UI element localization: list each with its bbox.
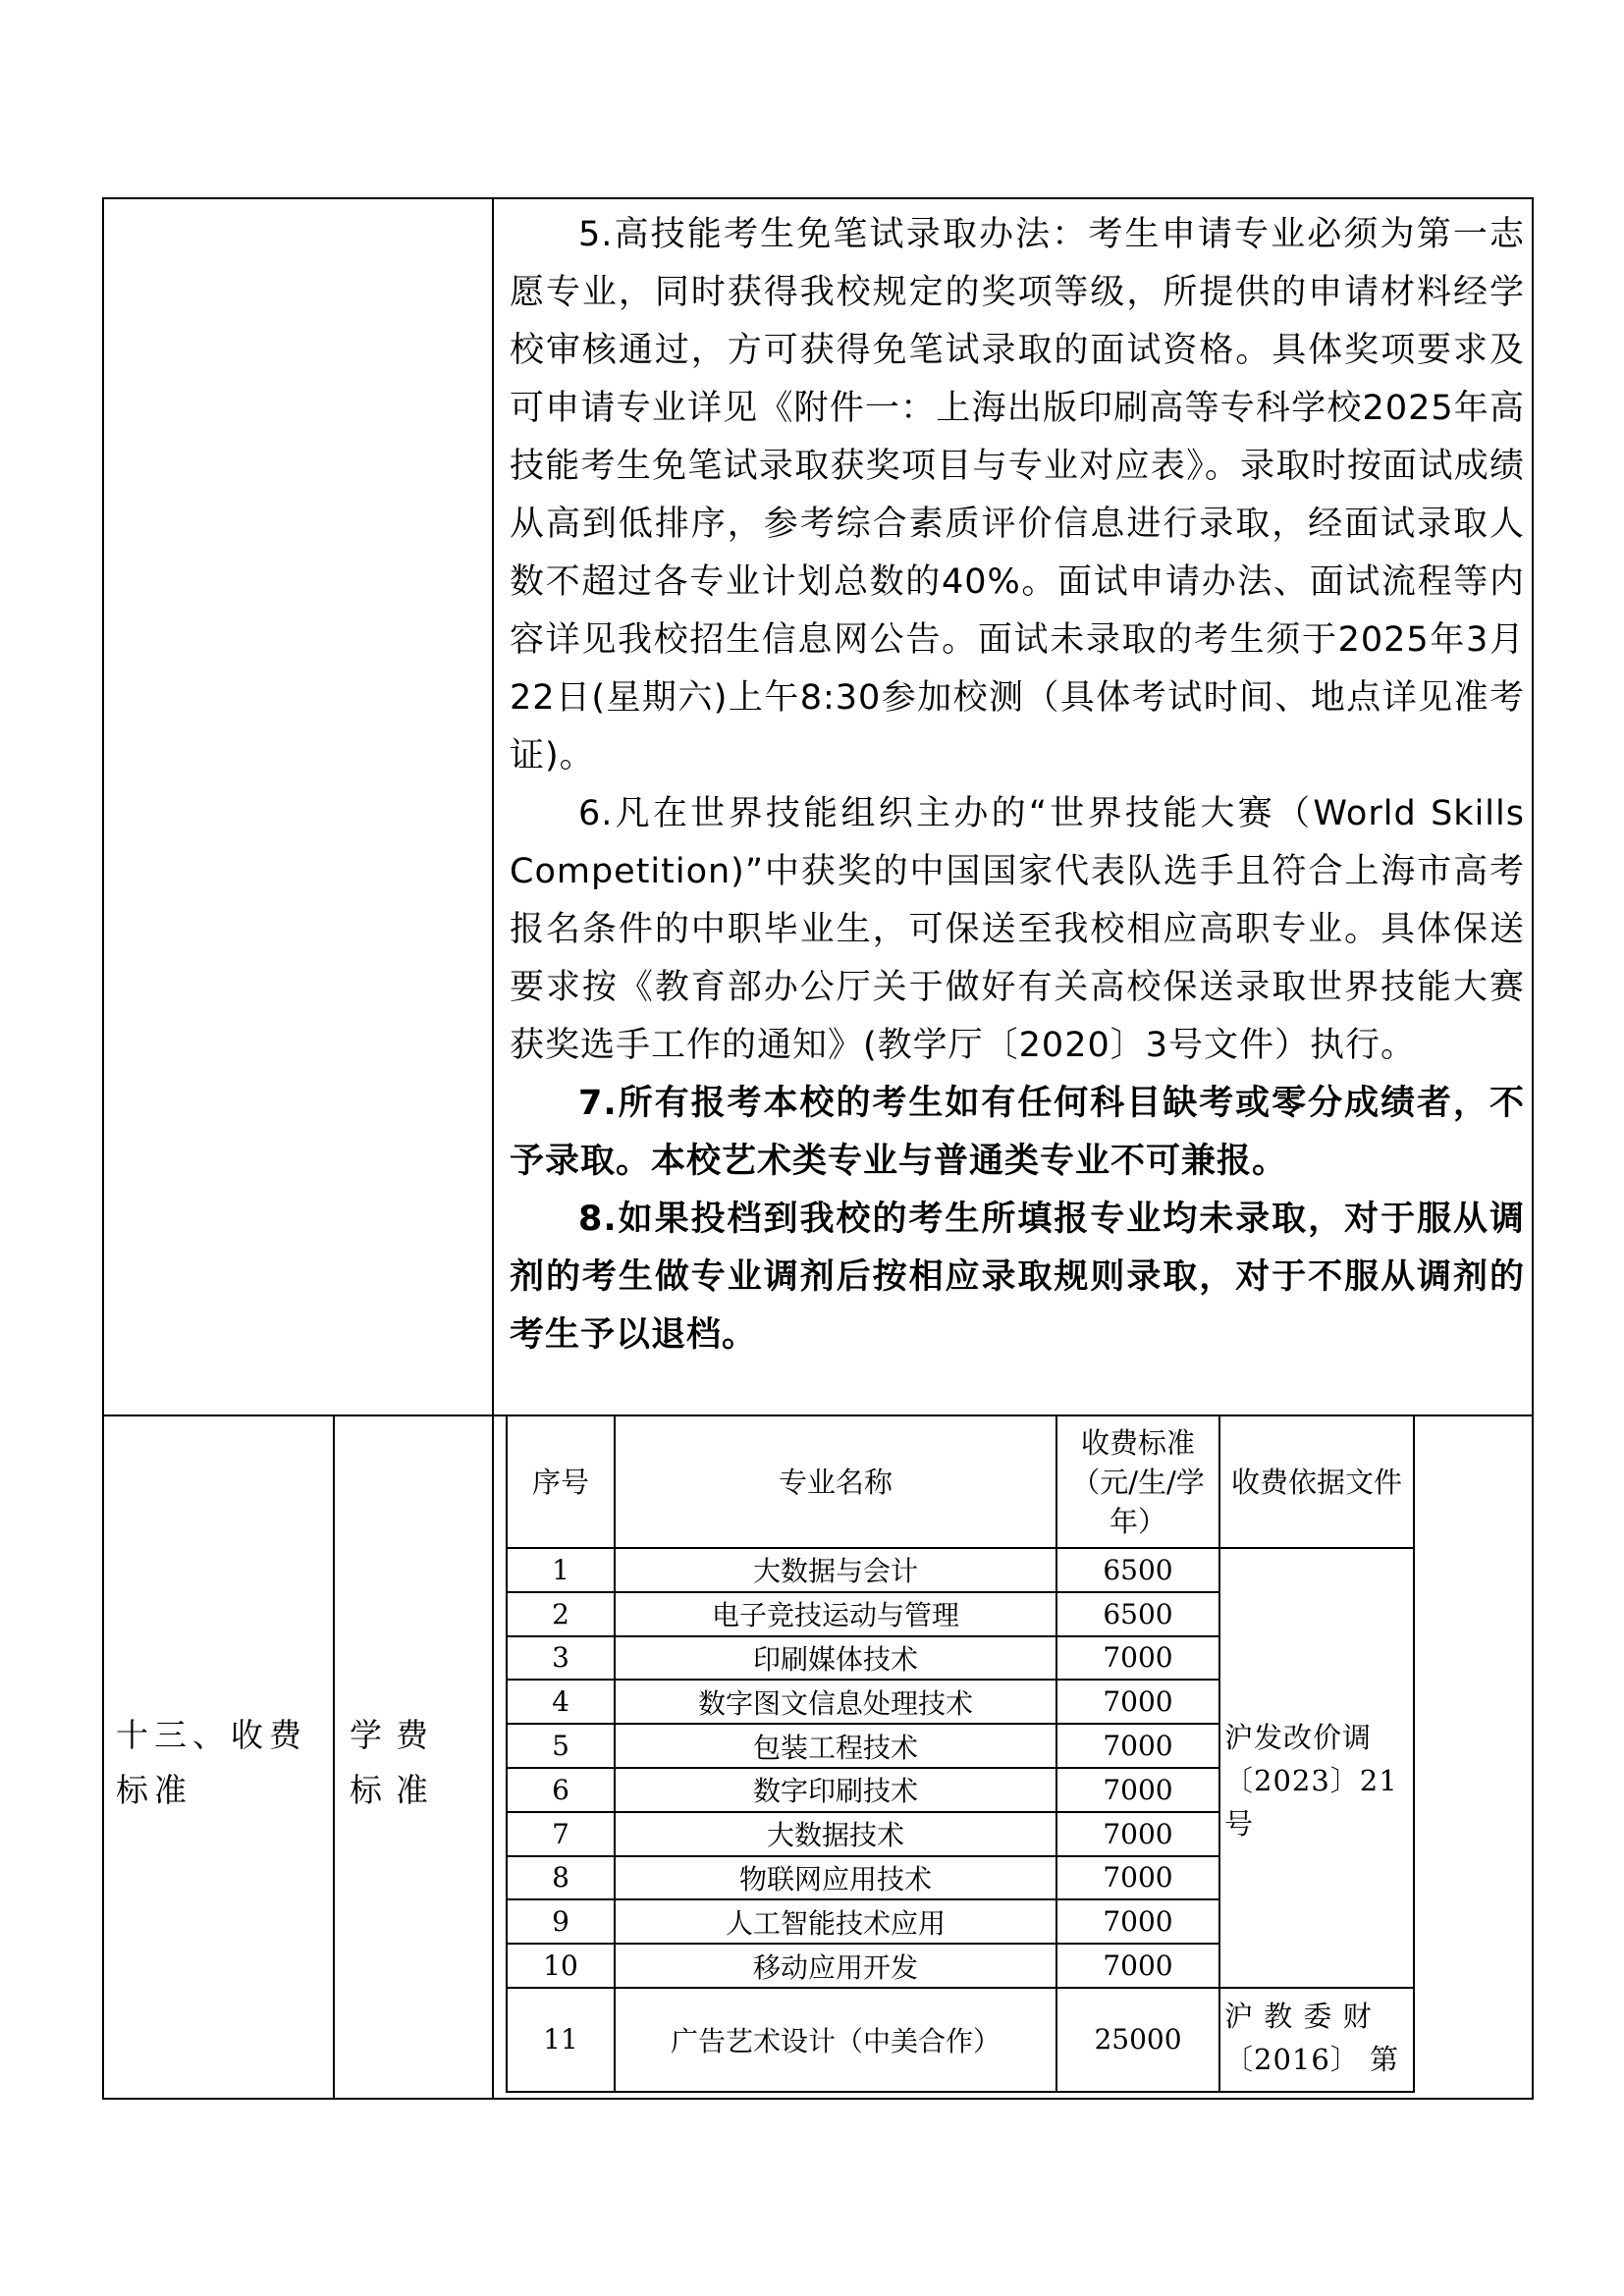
row-no: 2 [507, 1592, 615, 1636]
header-basis: 收费依据文件 [1219, 1415, 1414, 1548]
basis-line: 沪 教 委 财 [1224, 1999, 1373, 2033]
row-no: 7 [507, 1812, 615, 1856]
row-no: 8 [507, 1856, 615, 1900]
row-fee: 7000 [1056, 1812, 1219, 1856]
row-name: 人工智能技术应用 [615, 1899, 1056, 1944]
row-name: 物联网应用技术 [615, 1856, 1056, 1900]
row-name: 包装工程技术 [615, 1724, 1056, 1768]
row-fee: 7000 [1056, 1680, 1219, 1724]
row-fee: 6500 [1056, 1592, 1219, 1636]
row-fee: 7000 [1056, 1768, 1219, 1812]
row-no: 9 [507, 1899, 615, 1944]
row-no: 11 [507, 1988, 615, 2092]
basis-line: 〔2023〕21 [1224, 1764, 1398, 1797]
row-fee: 25000 [1056, 1988, 1219, 2092]
rule-7: 7.所有报考本校的考生如有任何科目缺考或零分成绩者，不予录取。本校艺术类专业与普通类专业不可兼报。 [510, 1084, 1525, 1181]
row-name: 广告艺术设计（中美合作） [615, 1988, 1056, 2092]
fee-table-header [507, 1415, 1414, 1548]
column-divider-2 [492, 197, 494, 2100]
row-name: 大数据技术 [615, 1812, 1056, 1856]
admission-rules [510, 206, 1525, 1364]
row-name: 数字图文信息处理技术 [615, 1680, 1056, 1724]
header-name: 专业名称 [615, 1415, 1056, 1548]
row-name: 印刷媒体技术 [615, 1636, 1056, 1681]
section-subcategory: 学费标准 [350, 1716, 442, 1809]
header-fee: 收费标准（元/生/学年） [1056, 1415, 1219, 1548]
row-fee: 7000 [1056, 1724, 1219, 1768]
basis-line: 号 [1224, 1807, 1255, 1841]
header-no: 序号 [507, 1415, 615, 1548]
row-no: 3 [507, 1636, 615, 1681]
basis-line: 沪发改价调 [1224, 1721, 1373, 1754]
row-fee: 7000 [1056, 1944, 1219, 1988]
column-divider-1 [333, 1415, 335, 2100]
row-no: 4 [507, 1680, 615, 1724]
row-no: 10 [507, 1944, 615, 1988]
row-name: 数字印刷技术 [615, 1768, 1056, 1812]
row-name: 电子竞技运动与管理 [615, 1592, 1056, 1636]
rule-8: 8.如果投档到我校的考生所填报专业均未录取，对于服从调剂的考生做专业调剂后按相应录取规则录取，对于不服从调剂的考生予以退档。 [510, 1200, 1525, 1355]
basis-cell-1 [1219, 1548, 1414, 1988]
row-no: 5 [507, 1724, 615, 1768]
row-name: 移动应用开发 [615, 1944, 1056, 1988]
row-fee: 7000 [1056, 1856, 1219, 1900]
table-row [507, 1548, 1414, 1592]
section-category: 十三、收费标准 [116, 1716, 307, 1809]
basis-cell-2 [1219, 1988, 1414, 2092]
row-no: 6 [507, 1768, 615, 1812]
rule-5: 5.高技能考生免笔试录取办法：考生申请专业必须为第一志愿专业，同时获得我校规定的奖项等级，所提供的申请材料经学校审核通过，方可获得免笔试录取的面试资格。具体奖项要求及可申请专业详见《附件一：上海出版印刷高等专科学校2025年高技能考生免笔试录取获奖项目与专业对应表》。录取时按面试成绩从高到低排序，参考综合素质评价信息进行录取，经面试录取人数不超过各专业计划总数的40%。面试申请办法、面试流程等内容详见我校招生信息网公告。面试未录取的考生须于2025年3月22日(星期六)上午8:30参加校测（具体考试时间、地点详见准考证)。 [510, 215, 1525, 775]
row-name: 大数据与会计 [615, 1548, 1056, 1592]
row-fee: 6500 [1056, 1548, 1219, 1592]
row-no: 1 [507, 1548, 615, 1592]
basis-line: 〔2016〕 第 [1224, 2042, 1400, 2076]
table-row [507, 1988, 1414, 2092]
rule-6: 6.凡在世界技能组织主办的“世界技能大赛（World Skills Competition)”中获奖的中国国家代表队选手且符合上海市高考报名条件的中职毕业生，可保送至我校相应高职专业。具体保送要求按《教育部办公厅关于做好有关高校保送录取世界技能大赛获奖选手工作的通知》(教学厅〔2020〕3号文件）执行。 [510, 794, 1525, 1065]
fee-table [506, 1415, 1415, 2093]
row-fee: 7000 [1056, 1636, 1219, 1681]
row-fee: 7000 [1056, 1899, 1219, 1944]
